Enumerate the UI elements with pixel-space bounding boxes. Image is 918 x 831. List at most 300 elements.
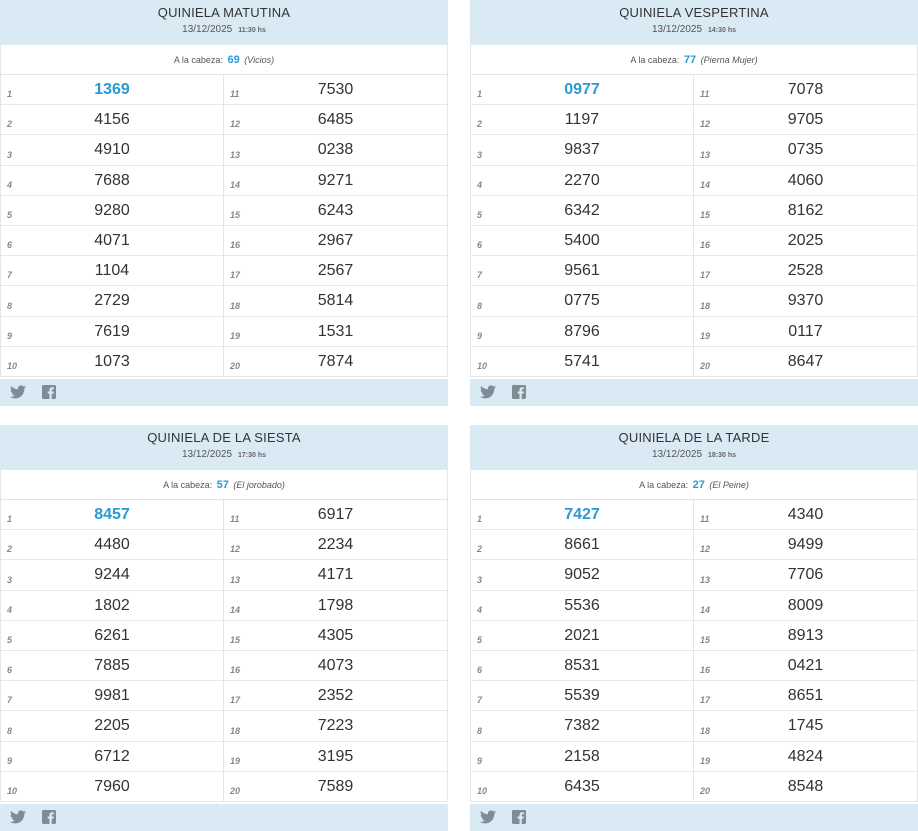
drawn-number: 8009 (787, 596, 824, 614)
number-row (471, 256, 693, 286)
drawn-number: 4073 (317, 656, 354, 674)
drawn-number: 6435 (564, 777, 600, 795)
number-row (694, 347, 917, 377)
number-row (1, 651, 223, 681)
share-bar (0, 804, 448, 831)
drawn-number: 1369 (94, 81, 130, 98)
number-row (1, 560, 223, 590)
number-row (224, 317, 447, 347)
twitter-icon[interactable] (480, 385, 496, 399)
number-row (224, 347, 447, 377)
position-label: 5 (7, 634, 13, 645)
drawn-number: 9244 (94, 566, 130, 584)
number-row (1, 681, 223, 711)
drawn-number: 1798 (317, 596, 354, 614)
drawn-number: 6712 (94, 747, 130, 765)
drawn-number: 2352 (317, 687, 354, 705)
numbers-grid (470, 500, 918, 802)
drawn-number: 7078 (787, 81, 824, 98)
number-row (224, 560, 447, 590)
position-label: 19 (230, 330, 241, 341)
drawn-number: 2528 (787, 262, 824, 280)
number-row (694, 166, 917, 196)
position-label: 6 (477, 665, 483, 676)
card-date-line (470, 24, 918, 35)
number-row (224, 530, 447, 560)
drawn-number: 7706 (787, 566, 824, 584)
number-row (1, 500, 223, 530)
drawn-number: 8796 (564, 322, 600, 340)
cabeza-line (0, 45, 448, 75)
number-row (1, 317, 223, 347)
card-title: QUINIELA DE LA TARDE (618, 430, 770, 445)
number-row (694, 621, 917, 651)
twitter-icon[interactable] (10, 810, 26, 824)
drawn-number: 1104 (94, 262, 130, 280)
drawn-number: 7960 (94, 777, 130, 795)
card-date-line (0, 449, 448, 460)
position-label: 17 (230, 695, 241, 706)
number-row (694, 591, 917, 621)
position-label: 15 (230, 634, 241, 645)
drawn-number: 6917 (317, 506, 354, 523)
drawn-number: 4824 (787, 747, 824, 765)
position-label: 18 (230, 725, 241, 736)
position-label: 16 (700, 665, 711, 676)
card-date-line (470, 449, 918, 460)
number-row (471, 105, 693, 135)
numbers-grid (0, 500, 448, 802)
number-row (1, 621, 223, 651)
drawn-number: 7589 (317, 777, 354, 795)
position-label: 4 (7, 604, 13, 615)
drawn-number: 2205 (94, 717, 130, 735)
position-label: 16 (700, 240, 711, 251)
drawn-number: 2967 (317, 231, 354, 249)
position-label: 9 (7, 755, 13, 766)
drawn-number: 6342 (564, 201, 600, 219)
number-row (224, 621, 447, 651)
position-label: 3 (7, 149, 13, 160)
drawn-number: 4305 (317, 626, 354, 644)
card-header (0, 425, 448, 470)
number-row (471, 651, 693, 681)
drawn-number: 4910 (94, 141, 130, 159)
position-label: 5 (477, 209, 483, 220)
number-row (1, 256, 223, 286)
drawn-number: 6243 (317, 201, 354, 219)
number-row (224, 742, 447, 772)
facebook-icon[interactable] (512, 810, 528, 824)
position-label: 8 (7, 300, 13, 311)
position-label: 17 (700, 695, 711, 706)
facebook-icon[interactable] (42, 810, 58, 824)
drawn-number: 5400 (564, 231, 600, 249)
card-title: QUINIELA DE LA SIESTA (147, 430, 301, 445)
position-label: 13 (230, 149, 241, 160)
position-label: 6 (7, 665, 13, 676)
cabeza-label: A la cabeza: (163, 480, 213, 490)
share-bar (470, 379, 918, 406)
drawn-number: 0117 (788, 322, 823, 340)
number-row (471, 742, 693, 772)
drawn-number: 2025 (787, 231, 824, 249)
number-row (694, 742, 917, 772)
number-row (471, 681, 693, 711)
numbers-column (1, 500, 224, 802)
number-row (694, 196, 917, 226)
position-label: 8 (477, 725, 483, 736)
position-label: 9 (477, 755, 483, 766)
draw-date: 13/12/2025 (181, 449, 233, 460)
drawn-number: 7885 (94, 656, 130, 674)
drawn-number: 0421 (787, 656, 824, 674)
position-label: 15 (700, 634, 711, 645)
drawn-number: 7530 (317, 81, 354, 98)
number-row (471, 500, 693, 530)
drawn-number: 5741 (564, 352, 600, 370)
quiniela-card (470, 425, 918, 831)
number-row (471, 560, 693, 590)
number-row (1, 226, 223, 256)
position-label: 11 (230, 89, 240, 100)
position-label: 14 (700, 179, 711, 190)
position-label: 18 (230, 300, 241, 311)
drawn-number: 8913 (787, 626, 824, 644)
cabeza-line (470, 45, 918, 75)
number-row (471, 135, 693, 165)
position-label: 13 (700, 574, 711, 585)
drawn-number: 4480 (94, 536, 130, 554)
drawn-number: 8457 (94, 506, 130, 523)
position-label: 2 (7, 544, 13, 555)
number-row (1, 75, 223, 105)
drawn-number: 2270 (564, 171, 600, 189)
position-label: 7 (477, 270, 483, 281)
draw-time: 11:30 hs (238, 27, 266, 34)
share-bar (470, 804, 918, 831)
number-row (694, 651, 917, 681)
position-label: 2 (7, 119, 13, 130)
drawn-number: 2234 (317, 536, 354, 554)
position-label: 9 (477, 330, 483, 341)
position-label: 10 (7, 785, 18, 796)
position-label: 20 (230, 785, 241, 796)
numbers-column (224, 500, 447, 802)
number-row (224, 226, 447, 256)
drawn-number: 9561 (564, 262, 600, 280)
position-label: 15 (700, 209, 711, 220)
card-header (0, 0, 448, 45)
position-label: 10 (477, 360, 488, 371)
drawn-number: 0735 (787, 141, 824, 159)
cabeza-meaning: (Vicios) (244, 55, 275, 65)
number-row (694, 500, 917, 530)
drawn-number: 4171 (317, 566, 354, 584)
number-row (694, 256, 917, 286)
card-title: QUINIELA VESPERTINA (619, 5, 769, 20)
draw-date: 13/12/2025 (182, 24, 233, 35)
number-row (471, 75, 693, 105)
draw-date: 13/12/2025 (651, 449, 703, 460)
drawn-number: 2567 (317, 262, 354, 280)
position-label: 14 (700, 604, 711, 615)
drawn-number: 0977 (564, 81, 600, 98)
numbers-column (471, 75, 694, 377)
position-label: 2 (477, 119, 483, 130)
position-label: 18 (700, 725, 711, 736)
drawn-number: 1531 (317, 322, 354, 340)
position-label: 1 (477, 89, 483, 100)
position-label: 13 (700, 149, 711, 160)
position-label: 14 (230, 604, 241, 615)
position-label: 5 (477, 634, 483, 645)
drawn-number: 9052 (564, 566, 600, 584)
draw-date: 13/12/2025 (651, 24, 703, 35)
number-row (471, 347, 693, 377)
position-label: 4 (7, 179, 13, 190)
number-row (224, 256, 447, 286)
number-row (471, 196, 693, 226)
position-label: 19 (700, 755, 711, 766)
position-label: 7 (477, 695, 483, 706)
position-label: 12 (230, 544, 241, 555)
position-label: 12 (700, 544, 711, 555)
number-row (1, 591, 223, 621)
number-row (471, 591, 693, 621)
drawn-number: 7223 (317, 717, 354, 735)
drawn-number: 7688 (94, 171, 130, 189)
position-label: 11 (700, 89, 710, 100)
share-bar (0, 379, 448, 406)
cabeza-line (470, 470, 918, 500)
cabeza-label: A la cabeza: (630, 55, 680, 65)
number-row (694, 711, 917, 741)
cabeza-number: 69 (227, 54, 240, 66)
drawn-number: 9705 (787, 111, 824, 129)
number-row (694, 681, 917, 711)
number-row (694, 772, 917, 802)
drawn-number: 1073 (94, 352, 130, 370)
facebook-icon[interactable] (512, 385, 528, 399)
numbers-column (694, 75, 917, 377)
cabeza-meaning: (Pierna Mujer) (700, 55, 758, 65)
position-label: 4 (477, 604, 483, 615)
position-label: 18 (700, 300, 711, 311)
position-label: 9 (7, 330, 13, 341)
twitter-icon[interactable] (480, 810, 496, 824)
numbers-column (224, 75, 447, 377)
cabeza-meaning: (El jorobado) (233, 480, 285, 490)
number-row (1, 105, 223, 135)
card-date-line (0, 24, 448, 35)
drawn-number: 2158 (564, 747, 600, 765)
quiniela-card (470, 0, 918, 406)
number-row (1, 742, 223, 772)
drawn-number: 7874 (317, 352, 354, 370)
quiniela-card (0, 425, 448, 831)
position-label: 8 (477, 300, 483, 311)
drawn-number: 9981 (94, 687, 130, 705)
number-row (1, 135, 223, 165)
number-row (694, 530, 917, 560)
number-row (471, 317, 693, 347)
position-label: 1 (7, 514, 13, 525)
position-label: 17 (700, 270, 711, 281)
position-label: 13 (230, 574, 241, 585)
number-row (471, 621, 693, 651)
number-row (224, 500, 447, 530)
drawn-number: 9271 (317, 171, 354, 189)
position-label: 14 (230, 179, 241, 190)
position-label: 7 (7, 270, 13, 281)
cabeza-label: A la cabeza: (639, 480, 689, 490)
number-row (1, 711, 223, 741)
drawn-number: 0238 (317, 141, 354, 159)
numbers-column (471, 500, 694, 802)
cabeza-number: 27 (692, 479, 705, 491)
draw-time: 18:30 hs (708, 452, 737, 459)
numbers-column (694, 500, 917, 802)
position-label: 4 (477, 179, 483, 190)
number-row (694, 226, 917, 256)
position-label: 1 (7, 89, 13, 100)
position-label: 11 (700, 514, 710, 525)
position-label: 3 (7, 574, 13, 585)
drawn-number: 8162 (787, 201, 824, 219)
number-row (224, 772, 447, 802)
drawn-number: 9280 (94, 201, 130, 219)
number-row (224, 681, 447, 711)
position-label: 19 (230, 755, 241, 766)
number-row (694, 317, 917, 347)
position-label: 20 (700, 785, 711, 796)
drawn-number: 9837 (564, 141, 600, 159)
position-label: 2 (477, 544, 483, 555)
number-row (694, 105, 917, 135)
card-header (470, 425, 918, 470)
number-row (694, 286, 917, 316)
drawn-number: 6485 (317, 111, 354, 129)
position-label: 6 (477, 240, 483, 251)
drawn-number: 1745 (787, 717, 824, 735)
position-label: 1 (477, 514, 483, 525)
drawn-number: 3195 (317, 747, 354, 765)
drawn-number: 8651 (787, 687, 824, 705)
cabeza-number: 77 (683, 54, 697, 66)
number-row (471, 166, 693, 196)
number-row (1, 530, 223, 560)
number-row (224, 166, 447, 196)
position-label: 20 (230, 360, 241, 371)
cabeza-number: 57 (216, 479, 229, 491)
quiniela-card (0, 0, 448, 406)
card-title: QUINIELA MATUTINA (157, 5, 291, 20)
drawn-number: 4060 (787, 171, 824, 189)
position-label: 12 (230, 119, 241, 130)
number-row (224, 711, 447, 741)
facebook-icon[interactable] (42, 385, 58, 399)
number-row (1, 347, 223, 377)
drawn-number: 2729 (94, 292, 130, 310)
drawn-number: 7619 (94, 322, 130, 340)
number-row (694, 135, 917, 165)
drawn-number: 0775 (564, 292, 600, 310)
position-label: 8 (7, 725, 13, 736)
drawn-number: 2021 (564, 626, 600, 644)
number-row (224, 591, 447, 621)
number-row (1, 772, 223, 802)
cabeza-label: A la cabeza: (173, 55, 223, 65)
drawn-number: 8548 (787, 777, 824, 795)
number-row (224, 75, 447, 105)
drawn-number: 9370 (787, 292, 824, 310)
position-label: 16 (230, 240, 241, 251)
draw-time: 17:30 hs (238, 452, 267, 459)
number-row (471, 772, 693, 802)
cabeza-meaning: (El Peine) (709, 480, 749, 490)
position-label: 3 (477, 149, 483, 160)
number-row (471, 711, 693, 741)
position-label: 16 (230, 665, 241, 676)
number-row (694, 75, 917, 105)
number-row (224, 286, 447, 316)
drawn-number: 5539 (564, 687, 600, 705)
number-row (471, 226, 693, 256)
position-label: 7 (7, 695, 13, 706)
number-row (1, 166, 223, 196)
number-row (694, 560, 917, 590)
drawn-number: 8647 (787, 352, 824, 370)
draw-time: 14:30 hs (708, 27, 737, 34)
position-label: 12 (700, 119, 711, 130)
position-label: 15 (230, 209, 241, 220)
drawn-number: 8531 (564, 656, 600, 674)
drawn-number: 1802 (94, 596, 130, 614)
position-label: 5 (7, 209, 13, 220)
position-label: 10 (7, 360, 18, 371)
cabeza-line (0, 470, 448, 500)
drawn-number: 9499 (787, 536, 824, 554)
number-row (1, 286, 223, 316)
drawn-number: 4071 (94, 231, 130, 249)
number-row (471, 530, 693, 560)
position-label: 6 (7, 240, 13, 251)
drawn-number: 5536 (564, 596, 600, 614)
number-row (224, 651, 447, 681)
card-header (470, 0, 918, 45)
number-row (224, 105, 447, 135)
drawn-number: 4340 (787, 506, 824, 523)
position-label: 3 (477, 574, 483, 585)
numbers-grid (470, 75, 918, 377)
number-row (471, 286, 693, 316)
drawn-number: 7427 (564, 506, 600, 523)
position-label: 19 (700, 330, 711, 341)
drawn-number: 5814 (317, 292, 354, 310)
drawn-number: 6261 (94, 626, 130, 644)
number-row (224, 196, 447, 226)
number-row (1, 196, 223, 226)
drawn-number: 7382 (564, 717, 600, 735)
numbers-grid (0, 75, 448, 377)
number-row (224, 135, 447, 165)
drawn-number: 4156 (94, 111, 130, 129)
drawn-number: 1197 (564, 111, 600, 129)
numbers-column (1, 75, 224, 377)
twitter-icon[interactable] (10, 385, 26, 399)
position-label: 10 (477, 785, 488, 796)
